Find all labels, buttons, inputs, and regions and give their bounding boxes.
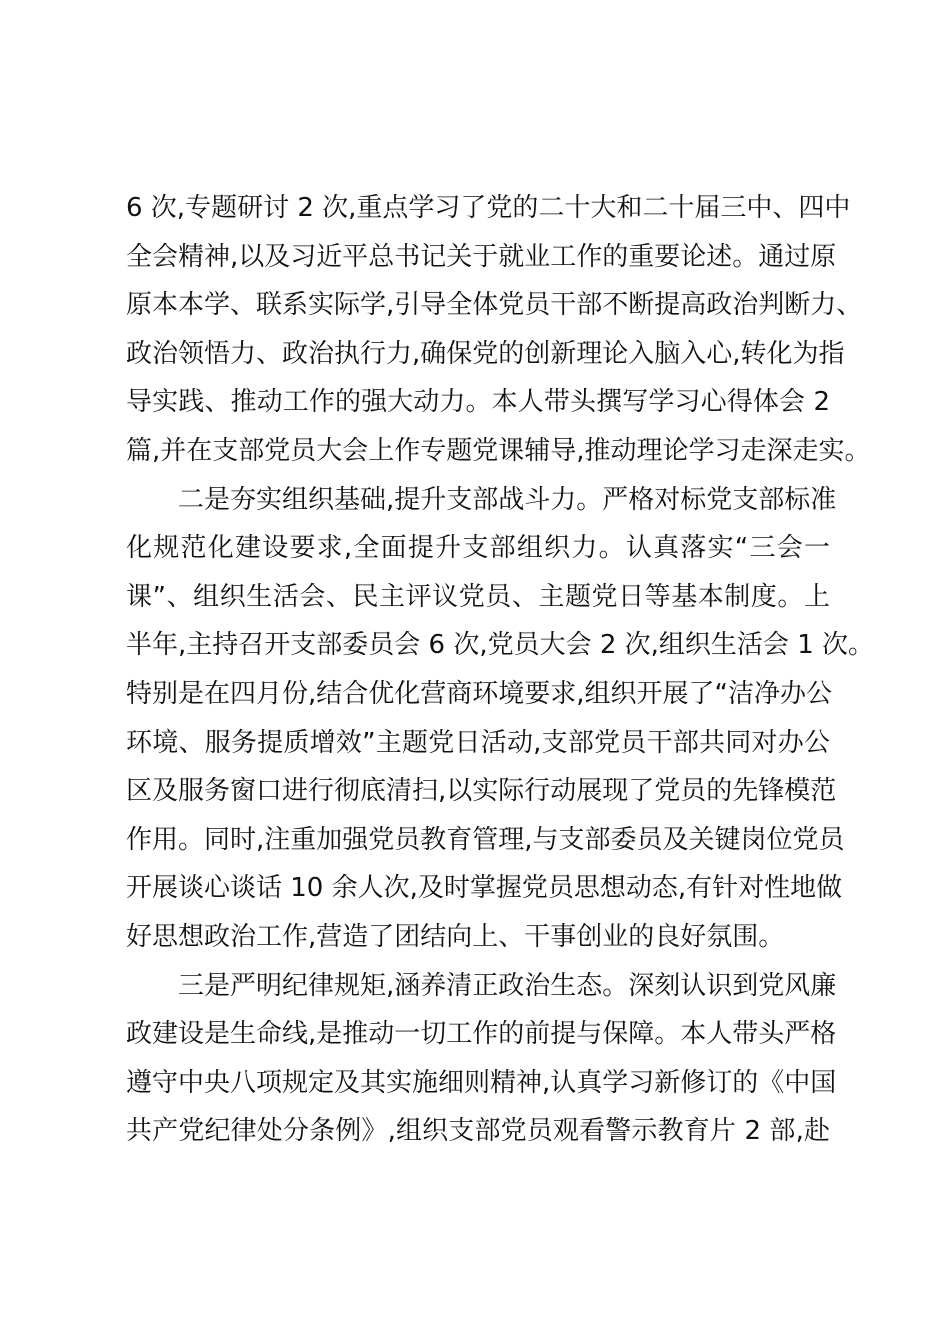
text-line: 原本本学、联系实际学,引导全体党员干部不断提高政治判断力、 (126, 290, 863, 321)
text-line: 作用。同时,注重加强党员教育管理,与支部委员及关键岗位党员 (126, 824, 845, 855)
text-line: 开展谈心谈话 10 余人次,及时掌握党员思想动态,有针对性地做 (126, 873, 843, 904)
text-line: 区及服务窗口进行彻底清扫,以实际行动展现了党员的先锋模范 (126, 776, 837, 807)
body-text (126, 184, 875, 1156)
text-line: 政治领悟力、政治执行力,确保党的创新理论入脑入心,转化为指 (126, 338, 845, 369)
text-line: 政建设是生命线,是推动一切工作的前提与保障。本人带头严格 (126, 1019, 837, 1050)
text-line: 共产党纪律处分条例》,组织支部党员观看警示教育片 2 部,赴 (126, 1116, 830, 1147)
text-line: 篇,并在支部党员大会上作专题党课辅导,推动理论学习走深走实。 (126, 435, 871, 466)
text-line: 特别是在四月份,结合优化营商环境要求,组织开展了“洁净办公 (126, 678, 832, 709)
text-line: 三是严明纪律规矩,涵养清正政治生态。深刻认识到党风廉 (178, 970, 837, 1001)
text-line: 化规范化建设要求,全面提升支部组织力。认真落实“三会一 (126, 533, 830, 564)
text-line: 6 次,专题研讨 2 次,重点学习了党的二十大和二十届三中、四中 (126, 193, 851, 223)
text-line: 二是夯实组织基础,提升支部战斗力。严格对标党支部标准 (178, 484, 837, 515)
text-line: 环境、服务提质增效”主题党日活动,支部党员干部共同对办公 (126, 727, 830, 758)
text-line: 全会精神,以及习近平总书记关于就业工作的重要论述。通过原 (126, 241, 837, 272)
text-line: 导实践、推动工作的强大动力。本人带头撰写学习心得体会 2 (126, 387, 830, 418)
text-line: 半年,主持召开支部委员会 6 次,党员大会 2 次,组织生活会 1 次。 (126, 630, 875, 661)
text-line: 遵守中央八项规定及其实施细则精神,认真学习新修订的《中国 (126, 1067, 837, 1098)
text-line: 课”、组织生活会、民主评议党员、主题党日等基本制度。上 (126, 581, 830, 612)
text-line: 好思想政治工作,营造了团结向上、干事创业的良好氛围。 (126, 921, 785, 952)
